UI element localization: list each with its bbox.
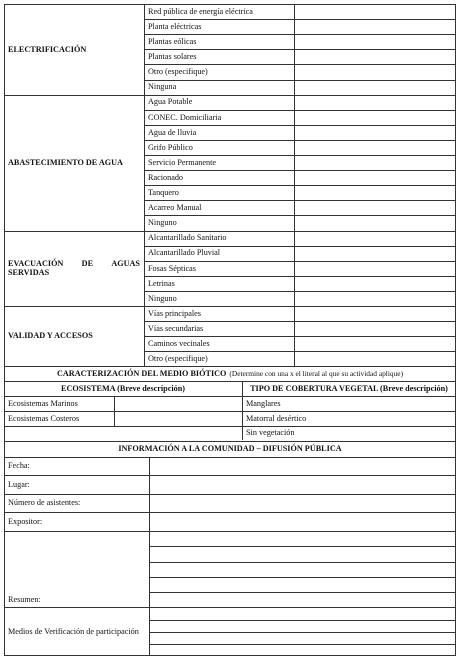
option-label-text: Caminos vecinales bbox=[148, 339, 210, 349]
option-mark-cell[interactable] bbox=[294, 155, 456, 170]
ecosystem-description-cell[interactable] bbox=[114, 411, 242, 426]
option-mark-cell[interactable] bbox=[294, 185, 456, 200]
option-mark-cell[interactable] bbox=[294, 95, 456, 110]
vegetation-label bbox=[242, 396, 456, 411]
option-mark-cell[interactable] bbox=[294, 291, 456, 306]
option-label-text: Plantas eólicas bbox=[148, 37, 197, 47]
community-field-label-text: Lugar: bbox=[8, 479, 30, 489]
option-label-text: Otro (especifique) bbox=[148, 67, 208, 77]
option-divider bbox=[144, 49, 456, 50]
option-mark-cell[interactable] bbox=[294, 64, 456, 79]
option-label-text: CONEC. Domiciliaria bbox=[148, 112, 222, 122]
column-divider bbox=[242, 381, 243, 440]
row-divider bbox=[4, 426, 242, 427]
verification-line bbox=[149, 632, 456, 633]
option-label bbox=[144, 125, 294, 140]
option-divider bbox=[144, 34, 456, 35]
ecosystem-label-text: Ecosistemas Marinos bbox=[8, 399, 78, 409]
option-mark-cell[interactable] bbox=[294, 215, 456, 230]
community-field-value[interactable] bbox=[149, 475, 456, 494]
row-divider bbox=[4, 531, 456, 532]
option-divider bbox=[144, 140, 456, 141]
option-label bbox=[144, 246, 294, 261]
ecosystem-label bbox=[4, 411, 114, 426]
section-title-word: AGUAS bbox=[111, 258, 140, 268]
option-divider bbox=[144, 125, 456, 126]
summary-label-text: Resumen: bbox=[8, 594, 41, 604]
option-label bbox=[144, 185, 294, 200]
community-field-label-text: Fecha: bbox=[8, 461, 30, 471]
option-label-text: Tanquero bbox=[148, 188, 179, 198]
option-divider bbox=[144, 215, 456, 216]
column-divider bbox=[144, 4, 145, 366]
option-label-text: Ninguno bbox=[148, 293, 177, 303]
option-label bbox=[144, 34, 294, 49]
option-label bbox=[144, 140, 294, 155]
summary-line bbox=[149, 592, 456, 593]
option-label-text: Fosas Sépticas bbox=[148, 263, 196, 273]
vegetation-label bbox=[242, 426, 456, 441]
option-label-text: Otro (especifique) bbox=[148, 354, 208, 364]
option-divider bbox=[144, 276, 456, 277]
option-mark-cell[interactable] bbox=[294, 34, 456, 49]
option-mark-cell[interactable] bbox=[294, 306, 456, 321]
row-divider bbox=[4, 411, 242, 412]
option-mark-cell[interactable] bbox=[294, 351, 456, 366]
option-mark-cell[interactable] bbox=[294, 19, 456, 34]
option-label bbox=[144, 155, 294, 170]
section-title bbox=[4, 95, 144, 231]
verification-label bbox=[4, 607, 149, 656]
option-divider bbox=[144, 246, 456, 247]
ecosystem-label-text: Ecosistemas Costeros bbox=[8, 413, 80, 423]
vegetation-label-text: Matorral desértico bbox=[246, 413, 307, 423]
option-divider bbox=[144, 351, 456, 352]
section-title-text: ABASTECIMIENTO DE AGUA bbox=[8, 157, 123, 167]
option-mark-cell[interactable] bbox=[294, 200, 456, 215]
option-label bbox=[144, 321, 294, 336]
option-label bbox=[144, 336, 294, 351]
option-label bbox=[144, 49, 294, 64]
option-label-text: Servicio Permanente bbox=[148, 157, 216, 167]
vegetation-header-text: TIPO DE COBERTURA VEGETAL (Breve descripción) bbox=[250, 384, 448, 394]
ecosystem-label bbox=[4, 396, 114, 411]
section-title-word: SERVIDAS bbox=[8, 268, 50, 278]
community-field-value[interactable] bbox=[149, 457, 456, 476]
vegetation-label-text: Sin vegetación bbox=[246, 428, 295, 438]
column-divider bbox=[149, 457, 150, 657]
option-label bbox=[144, 95, 294, 110]
option-label bbox=[144, 261, 294, 276]
option-label bbox=[144, 351, 294, 366]
verification-label-text: Medios de Verificación de participación bbox=[8, 626, 139, 636]
option-mark-cell[interactable] bbox=[294, 336, 456, 351]
option-divider bbox=[144, 336, 456, 337]
community-field-label bbox=[4, 475, 149, 494]
option-label bbox=[144, 276, 294, 291]
ecosystem-header bbox=[4, 381, 242, 396]
community-field-value[interactable] bbox=[149, 512, 456, 531]
section-title bbox=[4, 4, 144, 95]
option-label-text: Agua de lluvia bbox=[148, 127, 197, 137]
section-title bbox=[4, 306, 144, 366]
option-label-text: Letrinas bbox=[148, 278, 175, 288]
section-title-text: VALIDAD Y ACCESOS bbox=[8, 331, 93, 341]
community-field-label bbox=[4, 512, 149, 531]
option-label-text: Grifo Público bbox=[148, 142, 193, 152]
option-mark-cell[interactable] bbox=[294, 125, 456, 140]
option-label-text: Alcantarillado Sanitario bbox=[148, 233, 227, 243]
community-title bbox=[4, 441, 456, 457]
option-mark-cell[interactable] bbox=[294, 80, 456, 95]
option-mark-cell[interactable] bbox=[294, 276, 456, 291]
option-label-text: Planta eléctricas bbox=[148, 21, 202, 31]
community-title-text: INFORMACIÓN A LA COMUNIDAD – DIFUSIÓN PÚBLICA bbox=[118, 443, 342, 453]
section-title-word: DE bbox=[81, 258, 94, 268]
verification-line bbox=[149, 620, 456, 621]
row-divider bbox=[242, 426, 456, 427]
option-divider bbox=[144, 200, 456, 201]
community-field-label bbox=[4, 494, 149, 513]
section-title-text: ELECTRIFICACIÓN bbox=[8, 44, 87, 54]
biotic-note: (Determine con una x el literal al que su actividad aplique) bbox=[229, 368, 404, 378]
community-field-label bbox=[4, 457, 149, 476]
biotic-title: CARACTERIZACIÓN DEL MEDIO BIÓTICO bbox=[56, 369, 227, 379]
option-label bbox=[144, 170, 294, 185]
option-label bbox=[144, 291, 294, 306]
column-divider bbox=[294, 4, 295, 366]
option-mark-cell[interactable] bbox=[294, 140, 456, 155]
ecosystem-description-cell[interactable] bbox=[114, 396, 242, 411]
vegetation-label-text: Manglares bbox=[246, 399, 281, 409]
option-divider bbox=[144, 185, 456, 186]
verification-line bbox=[149, 644, 456, 645]
option-label-text: Vías secundarias bbox=[148, 323, 204, 333]
option-label bbox=[144, 64, 294, 79]
biotic-title-row bbox=[4, 366, 456, 381]
option-divider bbox=[144, 170, 456, 171]
option-mark-cell[interactable] bbox=[294, 4, 456, 19]
option-label-text: Vías principales bbox=[148, 308, 201, 318]
option-divider bbox=[144, 291, 456, 292]
environmental-form bbox=[4, 4, 456, 656]
option-mark-cell[interactable] bbox=[294, 231, 456, 246]
option-mark-cell[interactable] bbox=[294, 49, 456, 64]
vegetation-label bbox=[242, 411, 456, 426]
column-divider bbox=[114, 396, 115, 425]
option-label-text: Acarreo Manual bbox=[148, 203, 202, 213]
option-label-text: Alcantarillado Pluvial bbox=[148, 248, 221, 258]
option-divider bbox=[144, 19, 456, 20]
option-label-text: Plantas solares bbox=[148, 52, 197, 62]
option-label-text: Racionado bbox=[148, 172, 184, 182]
summary-line bbox=[149, 562, 456, 563]
option-label bbox=[144, 306, 294, 321]
option-mark-cell[interactable] bbox=[294, 321, 456, 336]
option-label-text: Agua Potable bbox=[148, 97, 193, 107]
option-label-text: Red pública de energía eléctrica bbox=[148, 6, 253, 16]
row-divider bbox=[242, 411, 456, 412]
option-divider bbox=[144, 64, 456, 65]
option-label bbox=[144, 200, 294, 215]
community-field-label-text: Expositor: bbox=[8, 516, 43, 526]
community-field-label-text: Número de asistentes: bbox=[8, 498, 81, 508]
option-label bbox=[144, 4, 294, 19]
option-divider bbox=[144, 110, 456, 111]
community-field-value[interactable] bbox=[149, 494, 456, 513]
option-divider bbox=[144, 261, 456, 262]
option-divider bbox=[144, 155, 456, 156]
option-label bbox=[144, 19, 294, 34]
option-label-text: Ninguno bbox=[148, 218, 177, 228]
option-mark-cell[interactable] bbox=[294, 261, 456, 276]
summary-line bbox=[149, 546, 456, 547]
option-mark-cell[interactable] bbox=[294, 110, 456, 125]
option-label-text: Ninguna bbox=[148, 82, 177, 92]
option-label bbox=[144, 80, 294, 95]
ecosystem-header-text: ECOSISTEMA (Breve descripción) bbox=[60, 384, 186, 394]
option-mark-cell[interactable] bbox=[294, 246, 456, 261]
summary-label bbox=[4, 592, 149, 606]
option-divider bbox=[144, 80, 456, 81]
option-label bbox=[144, 231, 294, 246]
option-divider bbox=[144, 321, 456, 322]
option-label bbox=[144, 110, 294, 125]
section-title-evacuacion bbox=[4, 231, 144, 307]
option-mark-cell[interactable] bbox=[294, 170, 456, 185]
section-title-word: EVACUACIÓN bbox=[8, 258, 64, 268]
option-label bbox=[144, 215, 294, 230]
vegetation-header bbox=[242, 381, 456, 396]
summary-line bbox=[149, 577, 456, 578]
